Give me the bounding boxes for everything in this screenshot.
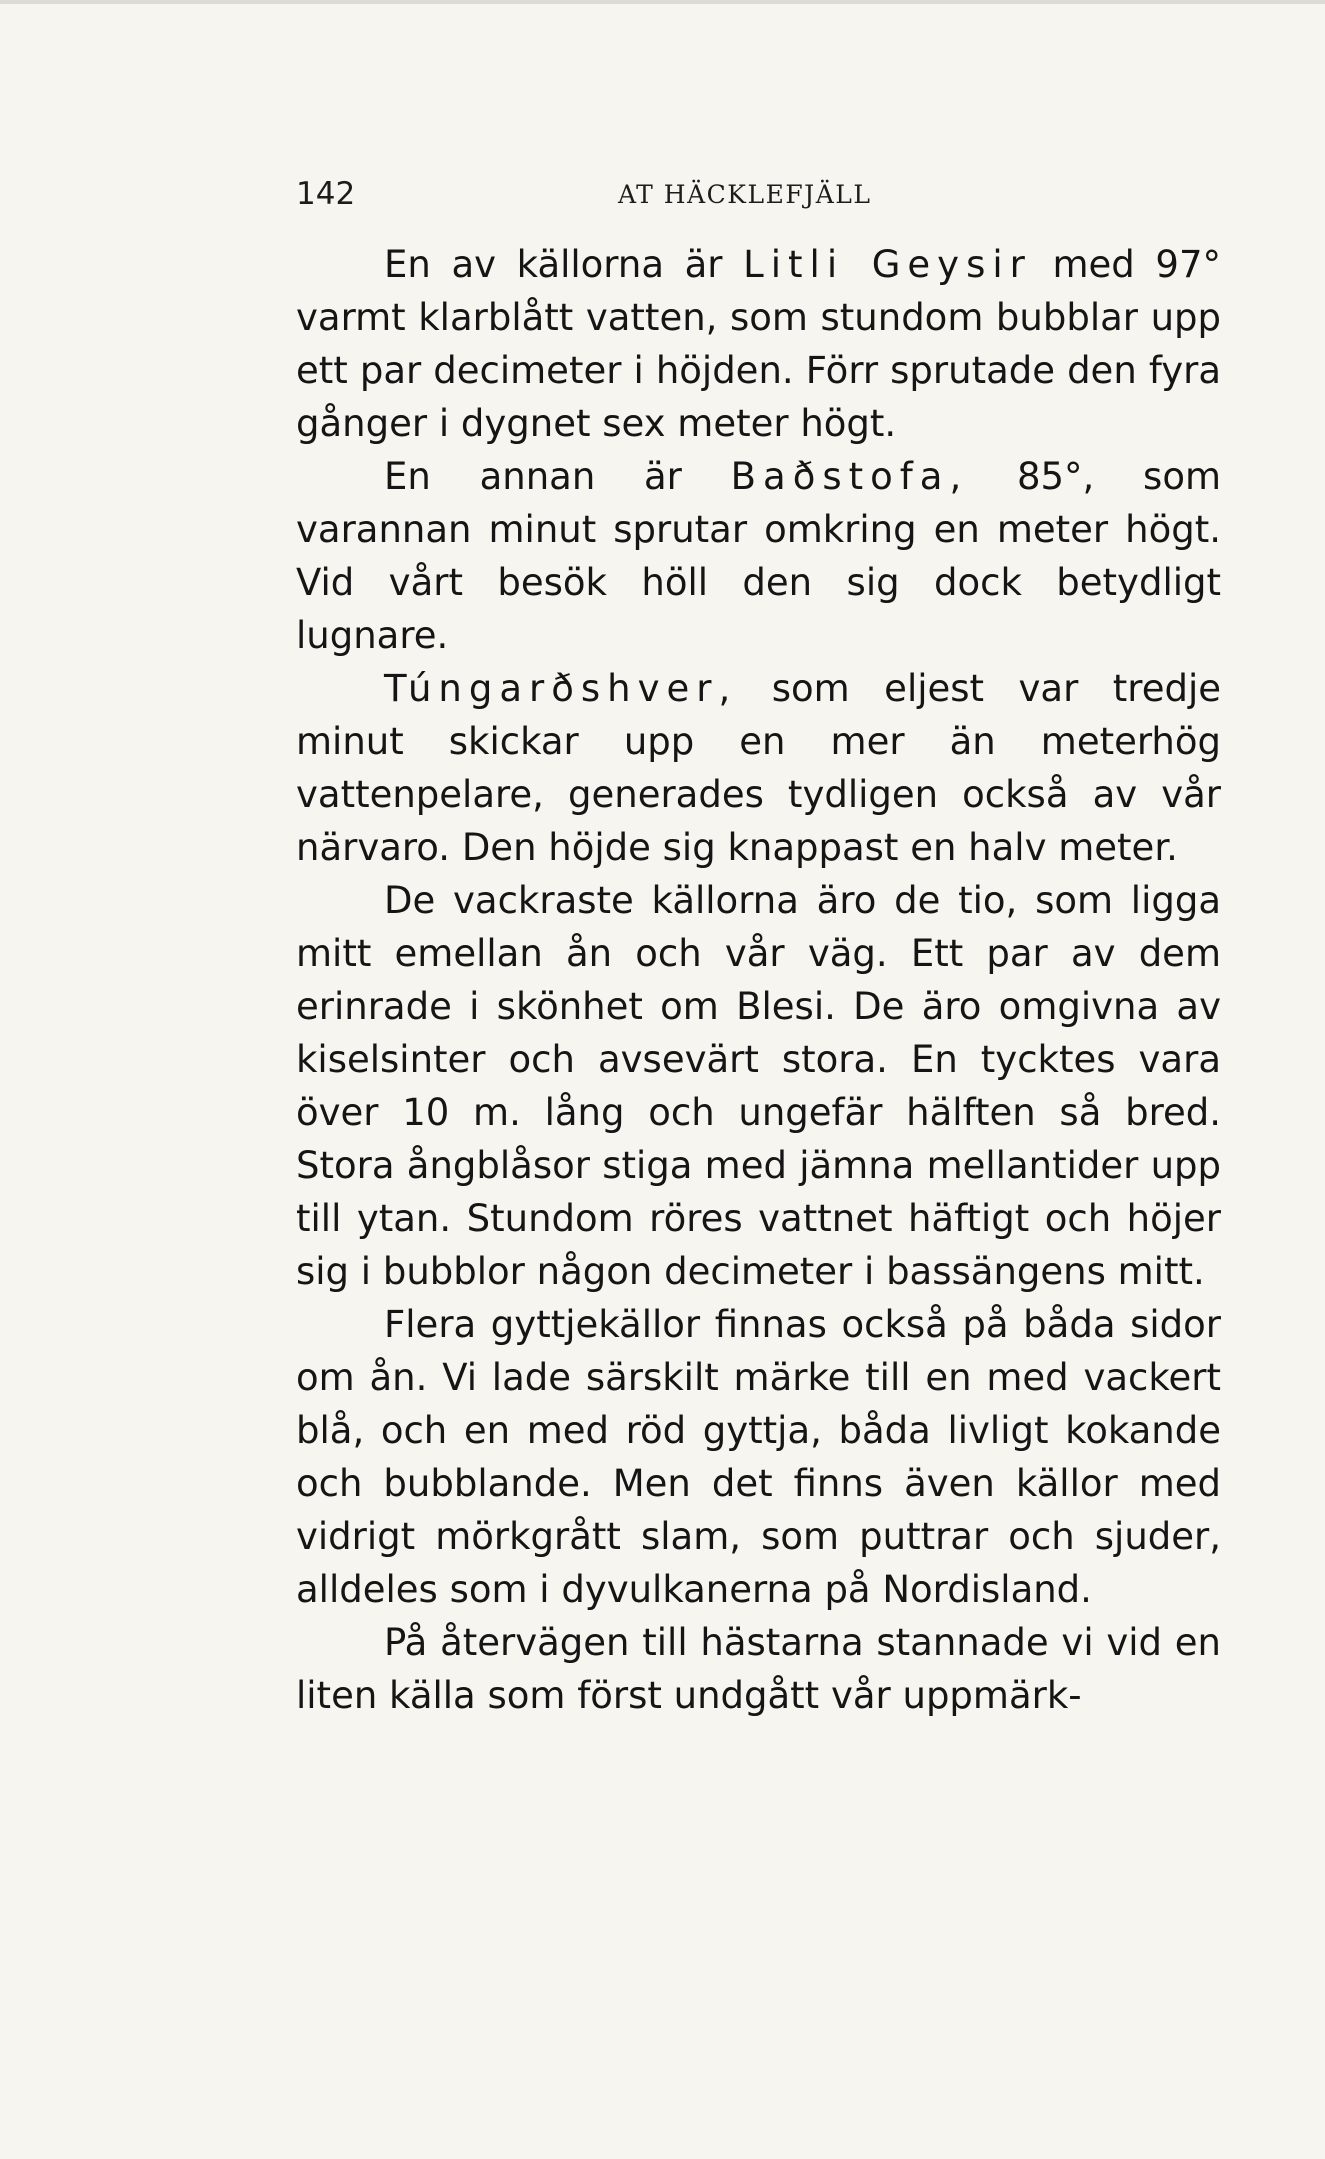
- spring-name: Baðstofa,: [730, 455, 969, 498]
- paragraph-text: De vackraste källorna äro de tio, som ligga mitt emellan ån och vår väg. Ett par av dem erinrade i skönhet om Blesi. De äro omgivna av kiselsinter och avsevärt stora. En tycktes vara över 10 m. lång och ungefär hälften så bred. Stora ångblåsor stiga med jämna mellantider upp till ytan. Stundom röres vattnet häftigt och höjer sig i bubblor någon decimeter i bassängens mitt.: [296, 879, 1221, 1293]
- running-title: AT HÄCKLEFJÄLL: [618, 180, 872, 209]
- paragraph-text: På återvägen till hästarna stannade vi vid en liten källa som först undgått vår uppmärk-: [296, 1621, 1221, 1717]
- paragraph-tungardshver: [296, 662, 1221, 874]
- paragraph-text: En annan är: [384, 455, 731, 498]
- page-number: 142: [296, 176, 356, 212]
- spring-name: Litli Geysir: [743, 243, 1032, 286]
- paragraph-text: med 97° varmt klarblått vatten, som stundom bubblar upp ett par decimeter i höjden. Förr sprutade den fyra gånger i dygnet sex meter högt.: [296, 243, 1221, 445]
- running-head: [296, 170, 1221, 220]
- paragraph-text: En av källorna är: [384, 243, 744, 286]
- paragraph-text: 85°, som varannan minut sprutar omkring en meter högt. Vid vårt besök höll den sig dock betydligt lugnare.: [296, 455, 1221, 657]
- paragraph-litli-geysir: [296, 238, 1221, 450]
- paragraph-vackraste: [296, 874, 1221, 1298]
- paragraph-gyttjekallor: [296, 1298, 1221, 1616]
- paragraph-text: som eljest var tredje minut skickar upp en mer än meterhög vattenpelare, generades tydligen också av vår närvaro. Den höjde sig knappast en halv meter.: [296, 667, 1221, 869]
- spring-name: Túngarðshver,: [384, 667, 738, 710]
- paragraph-badstofa: [296, 450, 1221, 662]
- paragraph-text: Flera gyttjekällor finnas också på båda sidor om ån. Vi lade särskilt märke till en med vackert blå, och en med röd gyttja, båda livligt kokande och bubblande. Men det finns även källor med vidrigt mörkgrått slam, som puttrar och sjuder, alldeles som i dyvulkanerna på Nordisland.: [296, 1303, 1221, 1611]
- body-text: [296, 238, 1221, 1722]
- paragraph-atervagen: [296, 1616, 1221, 1722]
